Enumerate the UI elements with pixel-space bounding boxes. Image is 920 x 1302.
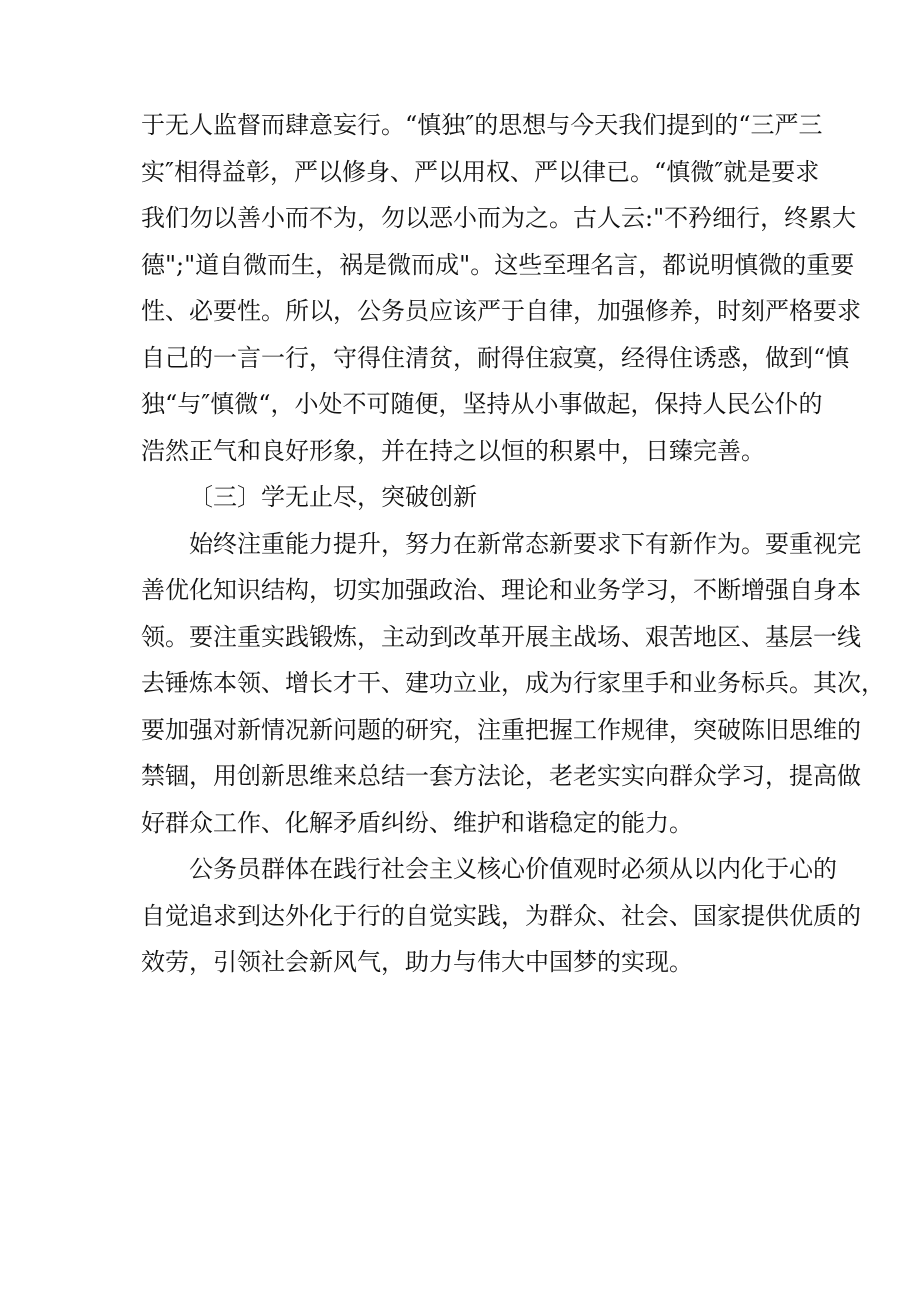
text-line: 去锤炼本领、增长才干、建功立业，成为行家里手和业务标兵。其次， (141, 669, 885, 697)
paragraph-self-discipline (141, 102, 861, 474)
document-body (141, 102, 885, 986)
text-line: 效劳，引领社会新风气，助力与伟大中国梦的实现。 (141, 948, 693, 976)
text-line: 我们勿以善小而不为，勿以恶小而为之。古人云:"不矜细行，终累大 (141, 204, 857, 232)
text-line: 善优化知识结构，切实加强政治、理论和业务学习，不断增强自身本 (141, 576, 861, 604)
paragraph-learning-innovation (141, 521, 885, 847)
text-line: 公务员群体在践行社会主义核心价值观时必须从以内化于心的 (189, 855, 837, 883)
text-line: 要加强对新情况新问题的研究，注重把握工作规律，突破陈旧思维的 (141, 715, 861, 744)
text-line: 始终注重能力提升，努力在新常态新要求下有新作为。要重视完 (189, 529, 861, 558)
text-line: 禁锢，用创新思维来总结一套方法论，老老实实向群众学习，提高做 (141, 762, 861, 790)
text-line: 领。要注重实践锻炼，主动到改革开展主战场、艰苦地区、基层一线 (141, 622, 861, 651)
text-line: 自觉追求到达外化于行的自觉实践，为群众、社会、国家提供优质的 (141, 901, 861, 930)
paragraph-conclusion (141, 846, 861, 986)
text-line: 实″相得益彰，严以修身、严以用权、严以律已。“慎微″就是要求 (141, 157, 820, 186)
text-line: 自己的一言一行，守得住清贫，耐得住寂寞，经得住诱惑，做到“慎 (141, 343, 850, 372)
text-line: 好群众工作、化解矛盾纠纷、维护和谐稳定的能力。 (141, 808, 693, 837)
text-line: 浩然正气和良好形象，并在持之以恒的积累中，日臻完善。 (141, 436, 765, 465)
text-line: 性、必要性。所以，公务员应该严于自律，加强修养，时刻严格要求 (141, 297, 861, 325)
text-line: 于无人监督而肆意妄行。“慎独″的思想与今天我们提到的“三严三 (141, 111, 823, 139)
text-line: 德";"道自微而生，祸是微而成"。这些至理名言，都说明慎微的重要 (141, 250, 855, 279)
section-heading: 〔三〕学无止尽，突破创新 (189, 483, 477, 511)
text-line: 独“与″慎微“，小处不可随便，坚持从小事做起，保持人民公仆的 (141, 390, 823, 418)
